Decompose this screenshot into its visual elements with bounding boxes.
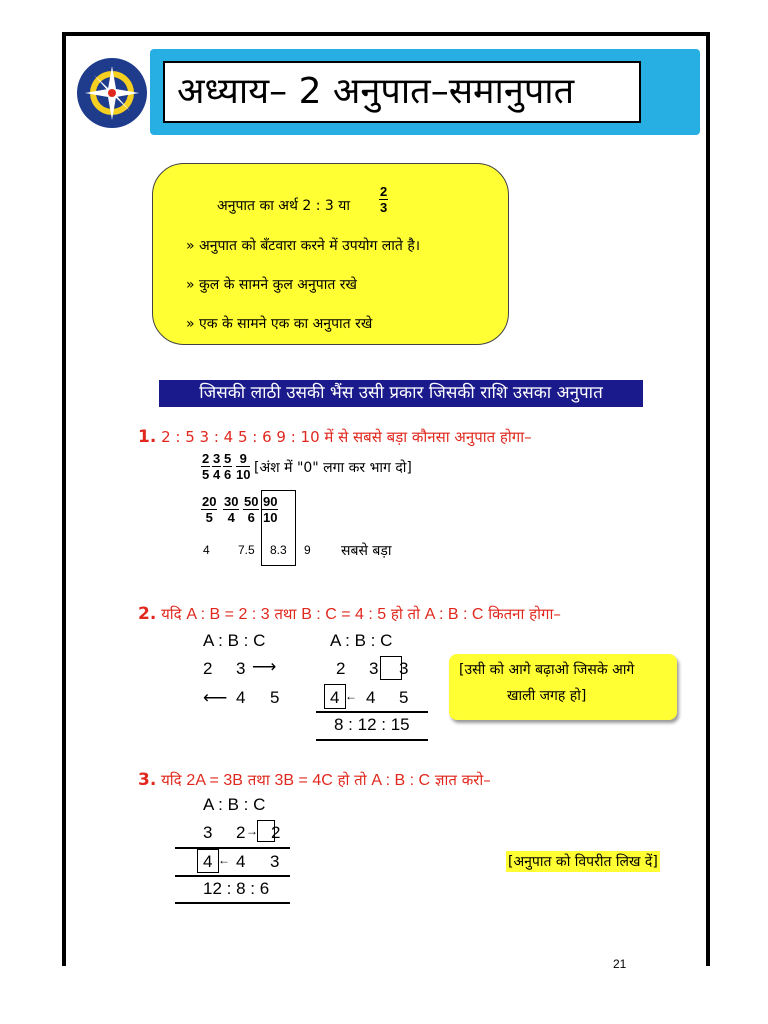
note-bullet: » अनुपात को बँटवारा करने में उपयोग लाते है। (186, 238, 421, 254)
q3-result: 12 : 8 : 6 (203, 879, 270, 898)
fraction: $\frac{9}{10}$ (236, 451, 251, 482)
proverb-banner: जिसकी लाठी उसकी भैंस उसी प्रकार जिसकी राशि उसका अनुपात (159, 380, 643, 407)
ratio-meaning: अनुपात का अर्थ 2 : 3 या (217, 198, 351, 214)
divider (316, 711, 428, 713)
question-number: 1. (138, 427, 157, 447)
question-1 (138, 427, 532, 447)
arrow-left-icon: ← (218, 853, 230, 867)
fraction: $\frac{20}{5}$ (202, 494, 217, 525)
tricky-maths-logo (74, 52, 150, 134)
tip-note: [अनुपात को विपरीत लिख दें] (506, 851, 660, 872)
note-bullet: » एक के सामने एक का अनुपात रखे (186, 316, 373, 332)
fraction: $\frac{50}{6}$ (244, 494, 259, 525)
fraction: $\frac{30}{4}$ (224, 494, 239, 525)
page-border-top (62, 32, 710, 36)
page-number: 21 (613, 957, 627, 971)
arrow-left-icon: ← (345, 689, 357, 703)
result-value: 8.3 (270, 543, 287, 557)
fraction: $\frac{2}{5}$ (202, 451, 210, 482)
page-title: अध्याय– 2 अनुपात–समानुपात (163, 61, 641, 123)
arrow-right-icon: ⟶ (252, 657, 277, 676)
result-value: 9 (304, 543, 311, 557)
divider (175, 902, 290, 904)
page-border-right (706, 32, 710, 966)
largest-label: सबसे बड़ा (341, 543, 392, 559)
fraction: $\frac{90}{10}$ (263, 494, 278, 525)
ratio-header: A : B : C (203, 631, 266, 650)
note-bullet: » कुल के सामने कुल अनुपात रखे (186, 277, 357, 293)
fraction: $\frac{5}{6}$ (224, 451, 232, 482)
page-border-left (62, 32, 66, 966)
result-value: 4 (203, 543, 210, 557)
divider (316, 739, 428, 741)
ratio-header: A : B : C (330, 631, 393, 650)
question-2: 2. यदि A : B = 2 : 3 तथा B : C = 4 : 5 हो तो A : B : C कितना होगा– (138, 604, 561, 624)
hint-text: [अंश में "0" लगा कर भाग दो] (254, 460, 412, 476)
divider (175, 847, 290, 849)
fraction: $\frac{3}{4}$ (213, 451, 221, 482)
arrow-right-icon: → (246, 824, 258, 838)
tip-line: [उसी को आगे बढ़ाओ जिसके आगे (459, 662, 635, 678)
question-text: 2 : 5 3 : 4 5 : 6 9 : 10 में से सबसे बड़ा कौनसा अनुपात होगा– (161, 428, 532, 446)
tip-line: खाली जगह हो] (507, 688, 587, 704)
divider (175, 875, 290, 877)
question-3: 3. यदि 2A = 3B तथा 3B = 4C हो तो A : B : C ज्ञात करो– (138, 770, 491, 790)
ratio-fraction: $\frac{2}{3}$ (380, 184, 388, 215)
result-value: 7.5 (238, 543, 255, 557)
arrow-left-icon: ⟵ (203, 688, 228, 707)
q2-result: 8 : 12 : 15 (334, 715, 410, 734)
ratio-header: A : B : C (203, 795, 266, 814)
